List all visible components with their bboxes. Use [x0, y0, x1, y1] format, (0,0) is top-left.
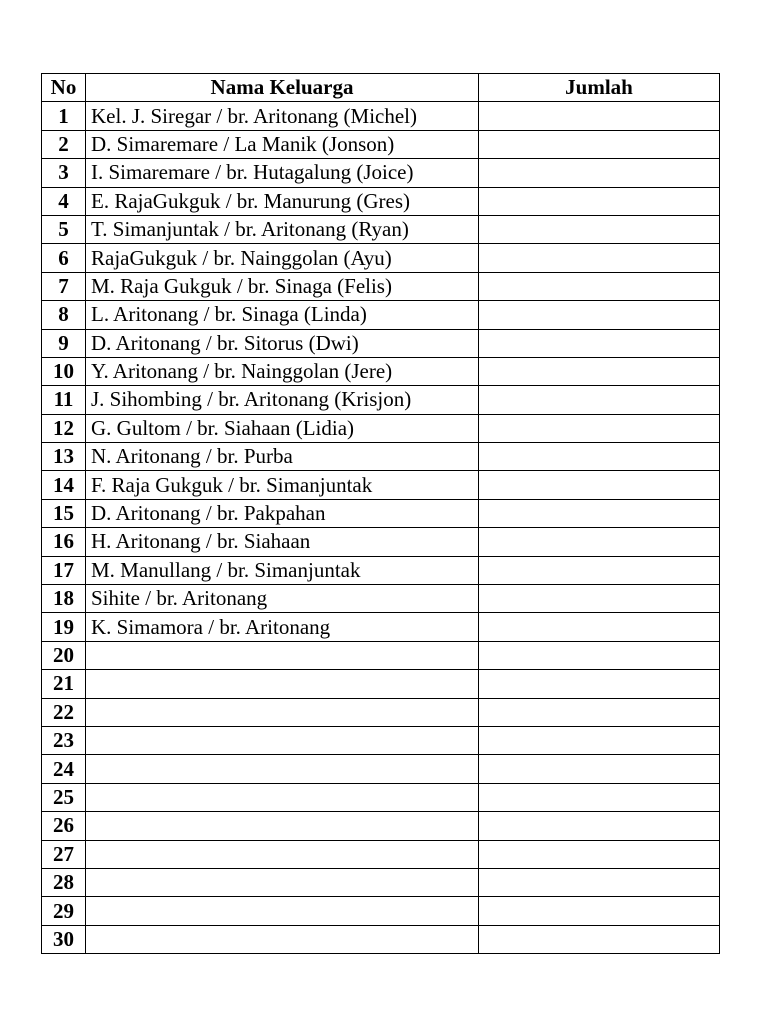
family-name-cell: D. Simaremare / La Manik (Jonson) [86, 130, 479, 158]
jumlah-cell [479, 187, 720, 215]
family-name-cell: D. Aritonang / br. Sitorus (Dwi) [86, 329, 479, 357]
family-name-cell: Kel. J. Siregar / br. Aritonang (Michel) [86, 102, 479, 130]
row-number-cell: 26 [42, 812, 86, 840]
table-body [42, 102, 720, 954]
table-row [42, 897, 720, 925]
row-number-cell: 2 [42, 130, 86, 158]
jumlah-cell [479, 102, 720, 130]
jumlah-cell [479, 159, 720, 187]
jumlah-cell [479, 726, 720, 754]
jumlah-cell [479, 585, 720, 613]
table-row [42, 414, 720, 442]
row-number-cell: 16 [42, 528, 86, 556]
row-number-cell: 12 [42, 414, 86, 442]
family-name-cell: T. Simanjuntak / br. Aritonang (Ryan) [86, 215, 479, 243]
table-row [42, 528, 720, 556]
family-name-cell: Sihite / br. Aritonang [86, 585, 479, 613]
family-name-cell [86, 670, 479, 698]
table-row [42, 471, 720, 499]
table-row [42, 215, 720, 243]
jumlah-cell [479, 499, 720, 527]
jumlah-cell [479, 357, 720, 385]
family-name-cell [86, 698, 479, 726]
table-row [42, 868, 720, 896]
table-row [42, 755, 720, 783]
row-number-cell: 6 [42, 244, 86, 272]
jumlah-cell [479, 670, 720, 698]
row-number-cell: 22 [42, 698, 86, 726]
family-name-cell: L. Aritonang / br. Sinaga (Linda) [86, 301, 479, 329]
table-row [42, 726, 720, 754]
jumlah-cell [479, 471, 720, 499]
jumlah-cell [479, 443, 720, 471]
row-number-cell: 18 [42, 585, 86, 613]
table-row [42, 130, 720, 158]
family-name-cell: M. Raja Gukguk / br. Sinaga (Felis) [86, 272, 479, 300]
header-jumlah: Jumlah [479, 74, 720, 102]
jumlah-cell [479, 301, 720, 329]
family-name-cell: Y. Aritonang / br. Nainggolan (Jere) [86, 357, 479, 385]
row-number-cell: 24 [42, 755, 86, 783]
jumlah-cell [479, 556, 720, 584]
family-name-cell: J. Sihombing / br. Aritonang (Krisjon) [86, 386, 479, 414]
jumlah-cell [479, 755, 720, 783]
header-row [42, 74, 720, 102]
family-name-cell [86, 726, 479, 754]
jumlah-cell [479, 613, 720, 641]
jumlah-cell [479, 528, 720, 556]
family-name-cell [86, 641, 479, 669]
row-number-cell: 25 [42, 783, 86, 811]
table-row [42, 102, 720, 130]
jumlah-cell [479, 329, 720, 357]
table-row [42, 698, 720, 726]
table-row [42, 613, 720, 641]
row-number-cell: 17 [42, 556, 86, 584]
family-name-cell [86, 755, 479, 783]
family-name-cell: D. Aritonang / br. Pakpahan [86, 499, 479, 527]
jumlah-cell [479, 244, 720, 272]
table-row [42, 244, 720, 272]
family-name-cell: M. Manullang / br. Simanjuntak [86, 556, 479, 584]
jumlah-cell [479, 272, 720, 300]
table-row [42, 499, 720, 527]
row-number-cell: 1 [42, 102, 86, 130]
family-name-cell [86, 868, 479, 896]
table-row [42, 329, 720, 357]
jumlah-cell [479, 386, 720, 414]
jumlah-cell [479, 812, 720, 840]
jumlah-cell [479, 840, 720, 868]
header-nama-keluarga: Nama Keluarga [86, 74, 479, 102]
table-row [42, 783, 720, 811]
family-name-cell [86, 812, 479, 840]
jumlah-cell [479, 641, 720, 669]
table-row [42, 187, 720, 215]
row-number-cell: 19 [42, 613, 86, 641]
row-number-cell: 11 [42, 386, 86, 414]
table-row [42, 301, 720, 329]
table-row [42, 585, 720, 613]
table-row [42, 840, 720, 868]
row-number-cell: 5 [42, 215, 86, 243]
row-number-cell: 27 [42, 840, 86, 868]
row-number-cell: 15 [42, 499, 86, 527]
row-number-cell: 20 [42, 641, 86, 669]
jumlah-cell [479, 130, 720, 158]
table-row [42, 443, 720, 471]
table-row [42, 357, 720, 385]
family-name-cell: E. RajaGukguk / br. Manurung (Gres) [86, 187, 479, 215]
family-name-cell [86, 897, 479, 925]
table-row [42, 812, 720, 840]
row-number-cell: 23 [42, 726, 86, 754]
family-name-cell [86, 925, 479, 953]
table-row [42, 670, 720, 698]
jumlah-cell [479, 897, 720, 925]
family-name-cell [86, 840, 479, 868]
row-number-cell: 8 [42, 301, 86, 329]
table-row [42, 925, 720, 953]
table-row [42, 556, 720, 584]
jumlah-cell [479, 698, 720, 726]
row-number-cell: 13 [42, 443, 86, 471]
family-name-cell: N. Aritonang / br. Purba [86, 443, 479, 471]
row-number-cell: 29 [42, 897, 86, 925]
row-number-cell: 30 [42, 925, 86, 953]
row-number-cell: 14 [42, 471, 86, 499]
table-row [42, 272, 720, 300]
jumlah-cell [479, 215, 720, 243]
family-name-cell: H. Aritonang / br. Siahaan [86, 528, 479, 556]
jumlah-cell [479, 925, 720, 953]
family-name-cell: RajaGukguk / br. Nainggolan (Ayu) [86, 244, 479, 272]
family-name-cell: G. Gultom / br. Siahaan (Lidia) [86, 414, 479, 442]
row-number-cell: 7 [42, 272, 86, 300]
row-number-cell: 9 [42, 329, 86, 357]
table-row [42, 386, 720, 414]
table-row [42, 159, 720, 187]
row-number-cell: 10 [42, 357, 86, 385]
jumlah-cell [479, 868, 720, 896]
row-number-cell: 3 [42, 159, 86, 187]
family-name-cell: F. Raja Gukguk / br. Simanjuntak [86, 471, 479, 499]
family-name-cell: K. Simamora / br. Aritonang [86, 613, 479, 641]
family-name-cell: I. Simaremare / br. Hutagalung (Joice) [86, 159, 479, 187]
row-number-cell: 28 [42, 868, 86, 896]
jumlah-cell [479, 414, 720, 442]
row-number-cell: 21 [42, 670, 86, 698]
header-no: No [42, 74, 86, 102]
table-row [42, 641, 720, 669]
family-name-cell [86, 783, 479, 811]
jumlah-cell [479, 783, 720, 811]
row-number-cell: 4 [42, 187, 86, 215]
family-table [41, 73, 720, 954]
